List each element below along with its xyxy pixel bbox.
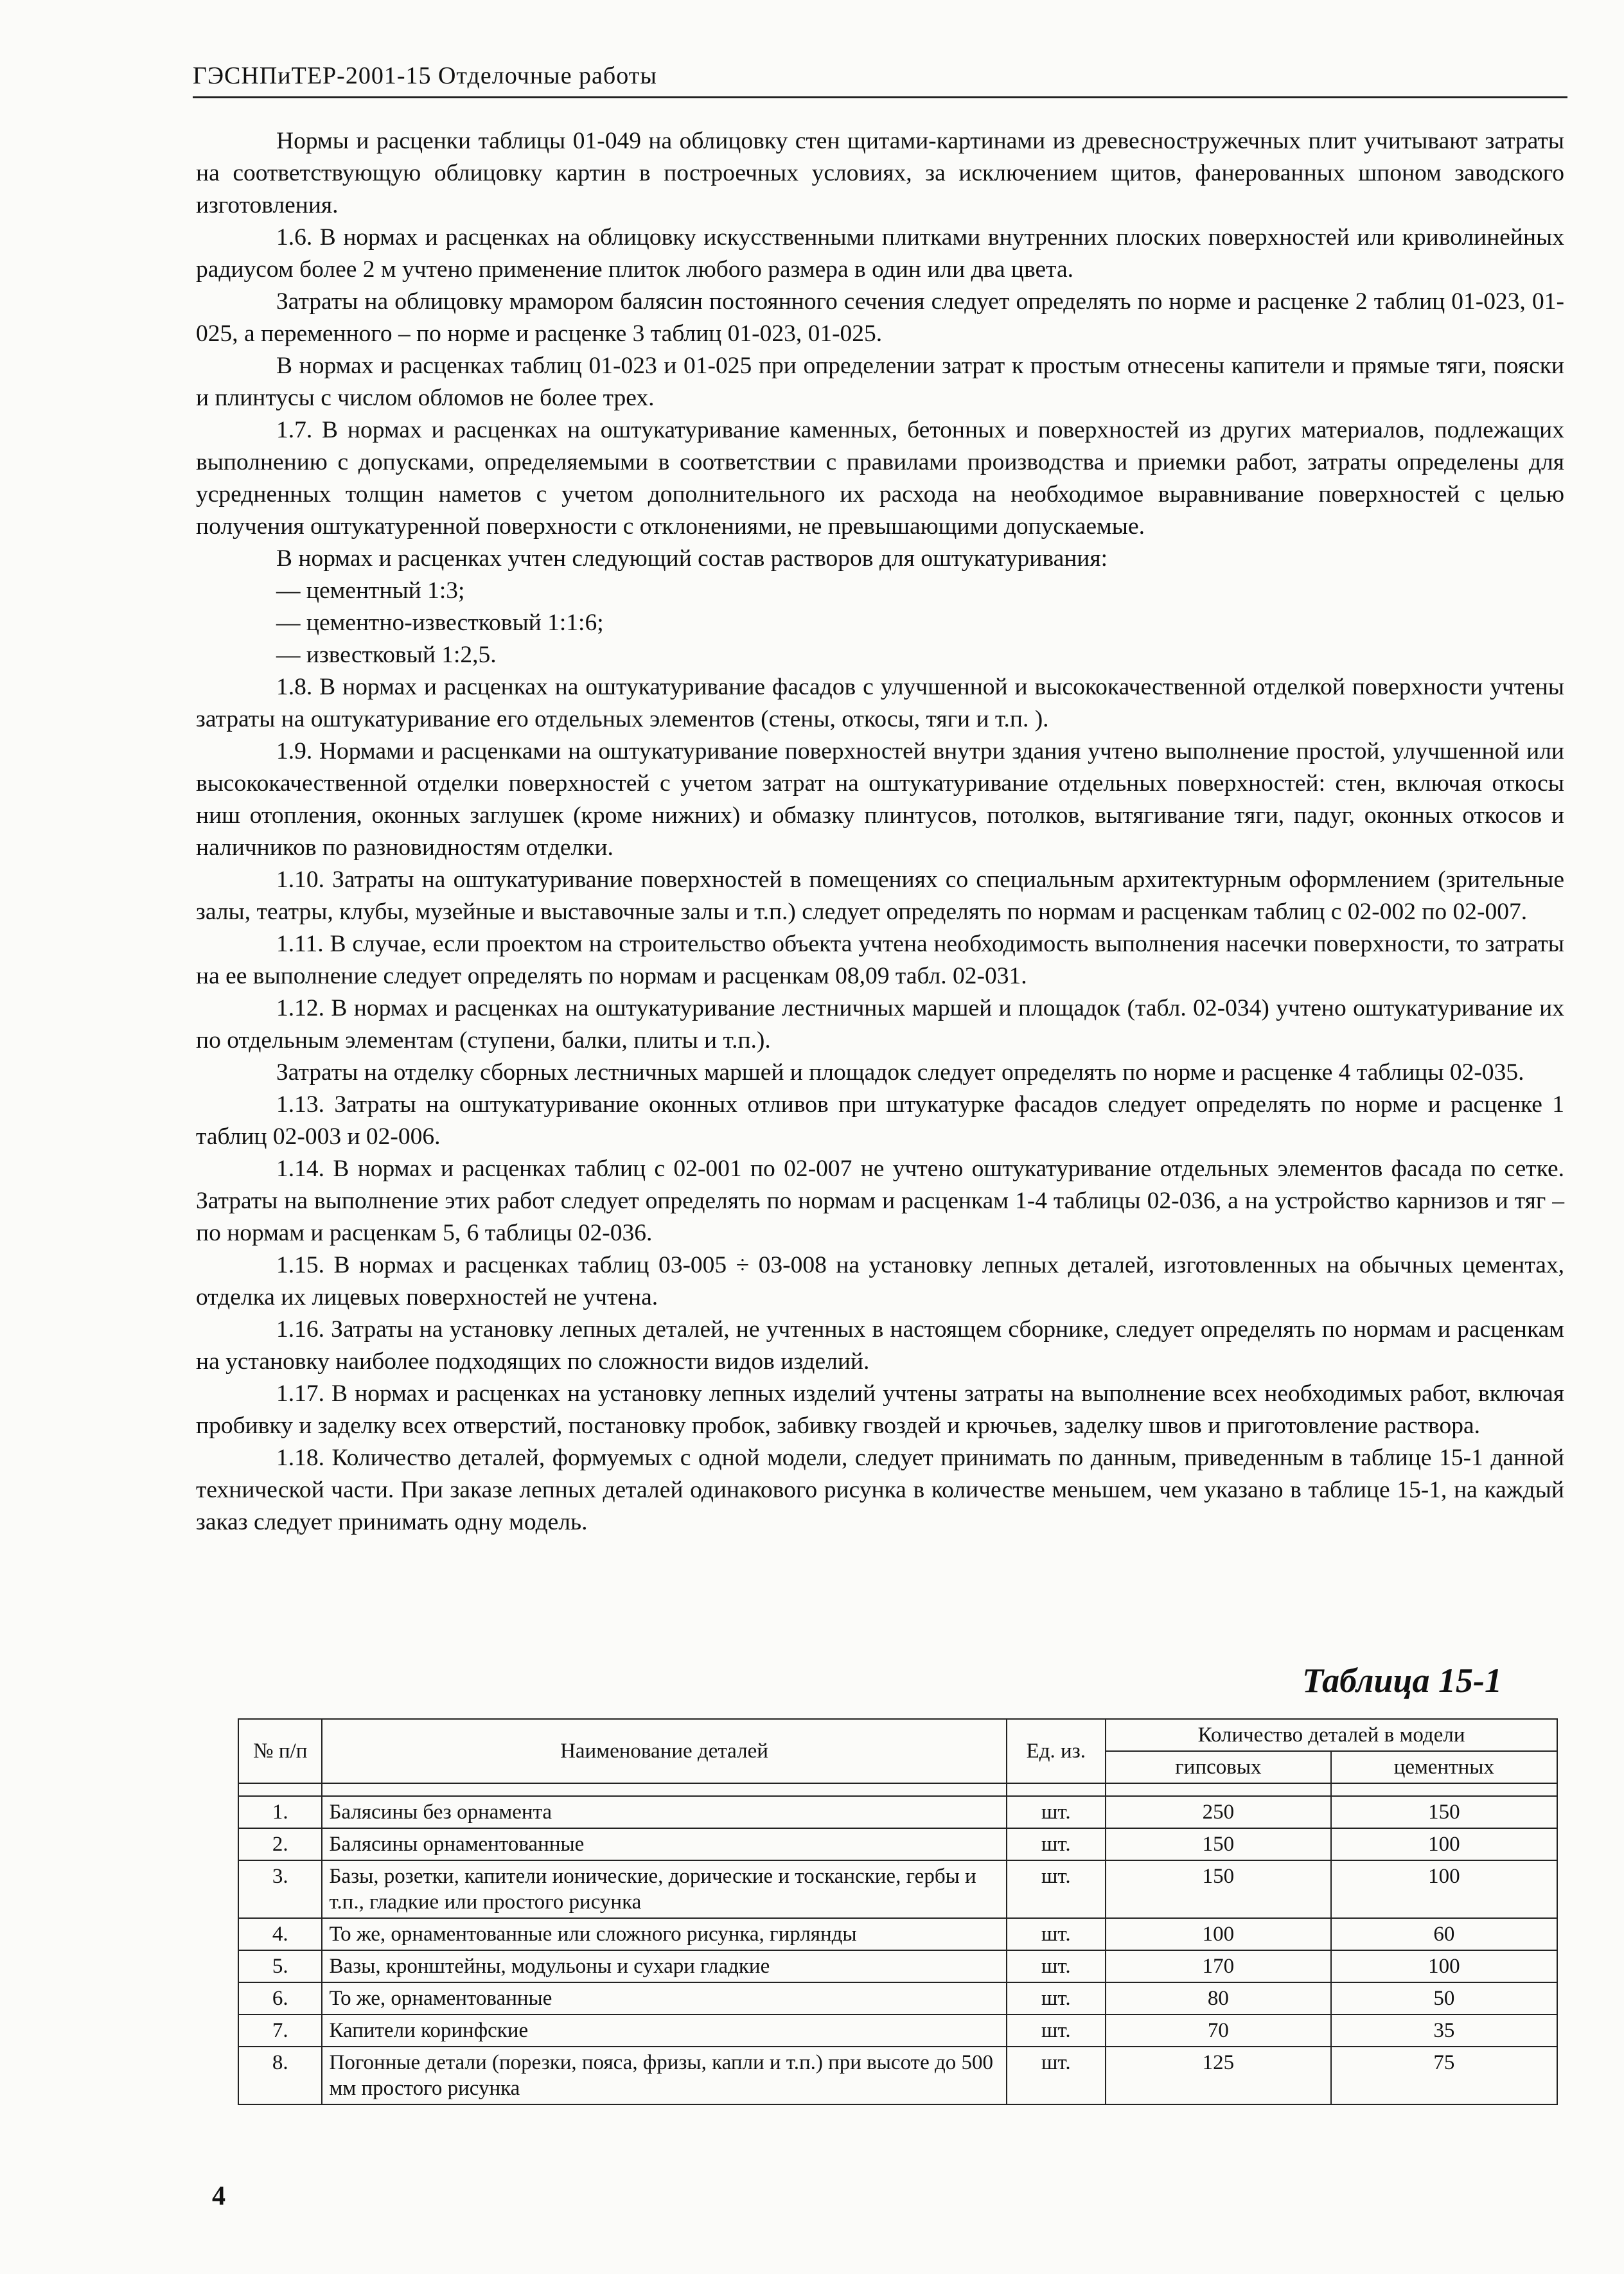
paragraph: 1.6. В нормах и расценках на облицовку искусственными плитками внутренних плоских поверхностей или криволинейных радиусом более 2 м учтено применение плиток любого размера в один или два цвета. [196, 224, 1564, 283]
table-row: 3. Базы, розетки, капители ионические, дорические и тосканские, гербы и т.п., гладкие или простого рисунка шт. 150 100 [238, 1860, 1557, 1918]
paragraph: Затраты на облицовку мрамором балясин постоянного сечения следует определять по норме и расценке 2 таблиц 01-023, 01-025, а переменного – по норме и расценке 3 таблиц 01-023, 01-025. [196, 288, 1564, 347]
page-header: ГЭСНПиТЕР-2001-15 Отделочные работы [193, 62, 1567, 98]
table-row: 7. Капители коринфские шт. 70 35 [238, 2014, 1557, 2047]
paragraph: 1.8. В нормах и расценках на оштукатуривание фасадов с улучшенной и высококачественной отделкой поверхности учтены затраты на оштукатуривание его отдельных элементов (стены, откосы, тяги и т.п. ). [196, 674, 1564, 732]
spacer-row [238, 1783, 1557, 1796]
paragraph: 1.13. Затраты на оштукатуривание оконных отливов при штукатурке фасадов следует определять по норме и расценке 1 таблиц 02-003 и 02-006. [196, 1091, 1564, 1150]
paragraph: 1.12. В нормах и расценках на оштукатуривание лестничных маршей и площадок (табл. 02-034) учтено оштукатуривание их по отдельным элементам (ступени, балки, плиты и т.п.). [196, 995, 1564, 1053]
header-qty: Количество деталей в модели [1106, 1719, 1557, 1751]
table-row: 8. Погонные детали (порезки, пояса, фризы, капли и т.п.) при высоте до 500 мм простого рисунка шт. 125 75 [238, 2047, 1557, 2104]
table-row: 5. Вазы, кронштейны, модульоны и сухари гладкие шт. 170 100 [238, 1950, 1557, 1982]
list-item: — цементный 1:3; [276, 577, 465, 604]
table-row: 6. То же, орнаментованные шт. 80 50 [238, 1982, 1557, 2014]
paragraph: 1.16. Затраты на установку лепных деталей, не учтенных в настоящем сборнике, следует определять по нормам и расценкам на установку наиболее подходящих по сложности видов изделий. [196, 1316, 1564, 1375]
paragraph: Нормы и расценки таблицы 01-049 на облицовку стен щитами-картинами из древесностружечных плит учитывают затраты на соответствующую облицовку картин в построечных условиях, за исключением щитов, фанерованных шпоном заводского изготовления. [196, 128, 1564, 218]
paragraph: 1.15. В нормах и расценках таблиц 03-005 ÷ 03-008 на установку лепных деталей, изготовленных на обычных цементах, отделка их лицевых поверхностей не учтена. [196, 1252, 1564, 1310]
table-title: Таблица 15-1 [1302, 1661, 1502, 1700]
paragraph: В нормах и расценках учтен следующий состав растворов для оштукатуривания: [276, 545, 1108, 572]
header-gypsum: гипсовых [1106, 1751, 1331, 1783]
list-item: — известковый 1:2,5. [276, 642, 497, 668]
paragraph: 1.18. Количество деталей, формуемых с одной модели, следует принимать по данным, приведенным в таблице 15-1 данной технической части. При заказе лепных деталей одинакового рисунка в количестве меньшем, чем указано в таблице 15-1, на каждый заказ следует принимать одну модель. [196, 1445, 1564, 1535]
page-number: 4 [212, 2181, 225, 2211]
paragraph: 1.9. Нормами и расценками на оштукатуривание поверхностей внутри здания учтено выполнение простой, улучшенной или высококачественной отделки поверхностей с учетом затрат на оштукатуривание отдельных поверхностей: стен, включая откосы ниш отопления, оконных заглушек (кроме нижних) и обмазку плинтусов, потолков, вытягивание тяги, падуг, оконных откосов и наличников по разновидностям отделки. [196, 738, 1564, 861]
table-row: 4. То же, орнаментованные или сложного рисунка, гирлянды шт. 100 60 [238, 1918, 1557, 1950]
header-cement: цементных [1331, 1751, 1557, 1783]
paragraph: Затраты на отделку сборных лестничных маршей и площадок следует определять по норме и расценке 4 таблицы 02-035. [276, 1059, 1524, 1086]
header-name: Наименование деталей [322, 1719, 1006, 1783]
body-text [196, 125, 1564, 1538]
paragraph: 1.17. В нормах и расценках на установку лепных изделий учтены затраты на выполнение всех необходимых работ, включая пробивку и заделку всех отверстий, постановку пробок, забивку гвоздей и крючьев, заделку швов и приготовление раствора. [196, 1380, 1564, 1439]
details-table [238, 1718, 1558, 2105]
table-row: 2. Балясины орнаментованные шт. 150 100 [238, 1828, 1557, 1860]
paragraph: 1.11. В случае, если проектом на строительство объекта учтена необходимость выполнения насечки поверхности, то затраты на ее выполнение следует определять по нормам и расценкам 08,09 табл. 02-031. [196, 931, 1564, 989]
table-row: 1. Балясины без орнамента шт. 250 150 [238, 1796, 1557, 1828]
paragraph: 1.10. Затраты на оштукатуривание поверхностей в помещениях со специальным архитектурным оформлением (зрительные залы, театры, клубы, музейные и выставочные залы и т.п.) следует определять по нормам и расценкам таблиц с 02-002 по 02-007. [196, 867, 1564, 925]
list-item: — цементно-известковый 1:1:6; [276, 610, 604, 636]
paragraph: В нормах и расценках таблиц 01-023 и 01-025 при определении затрат к простым отнесены капители и прямые тяги, пояски и плинтусы с числом обломов не более трех. [196, 353, 1564, 411]
header-num: № п/п [238, 1719, 322, 1783]
paragraph: 1.7. В нормах и расценках на оштукатуривание каменных, бетонных и поверхностей из других материалов, подлежащих выполнению с допусками, определяемыми в соответствии с правилами производства и приемки работ, затраты определены для усредненных толщин наметов с учетом дополнительного их расхода на необходимое выравнивание поверхностей с целью получения оштукатуренной поверхности с отклонениями, не превышающими допускаемые. [196, 417, 1564, 540]
paragraph: 1.14. В нормах и расценках таблиц с 02-001 по 02-007 не учтено оштукатуривание отдельных элементов фасада по сетке. Затраты на выполнение этих работ следует определять по нормам и расценкам 1-4 таблицы 02-036, а на устройство карнизов и тяг – по нормам и расценкам 5, 6 таблицы 02-036. [196, 1156, 1564, 1246]
header-unit: Ед. из. [1007, 1719, 1106, 1783]
